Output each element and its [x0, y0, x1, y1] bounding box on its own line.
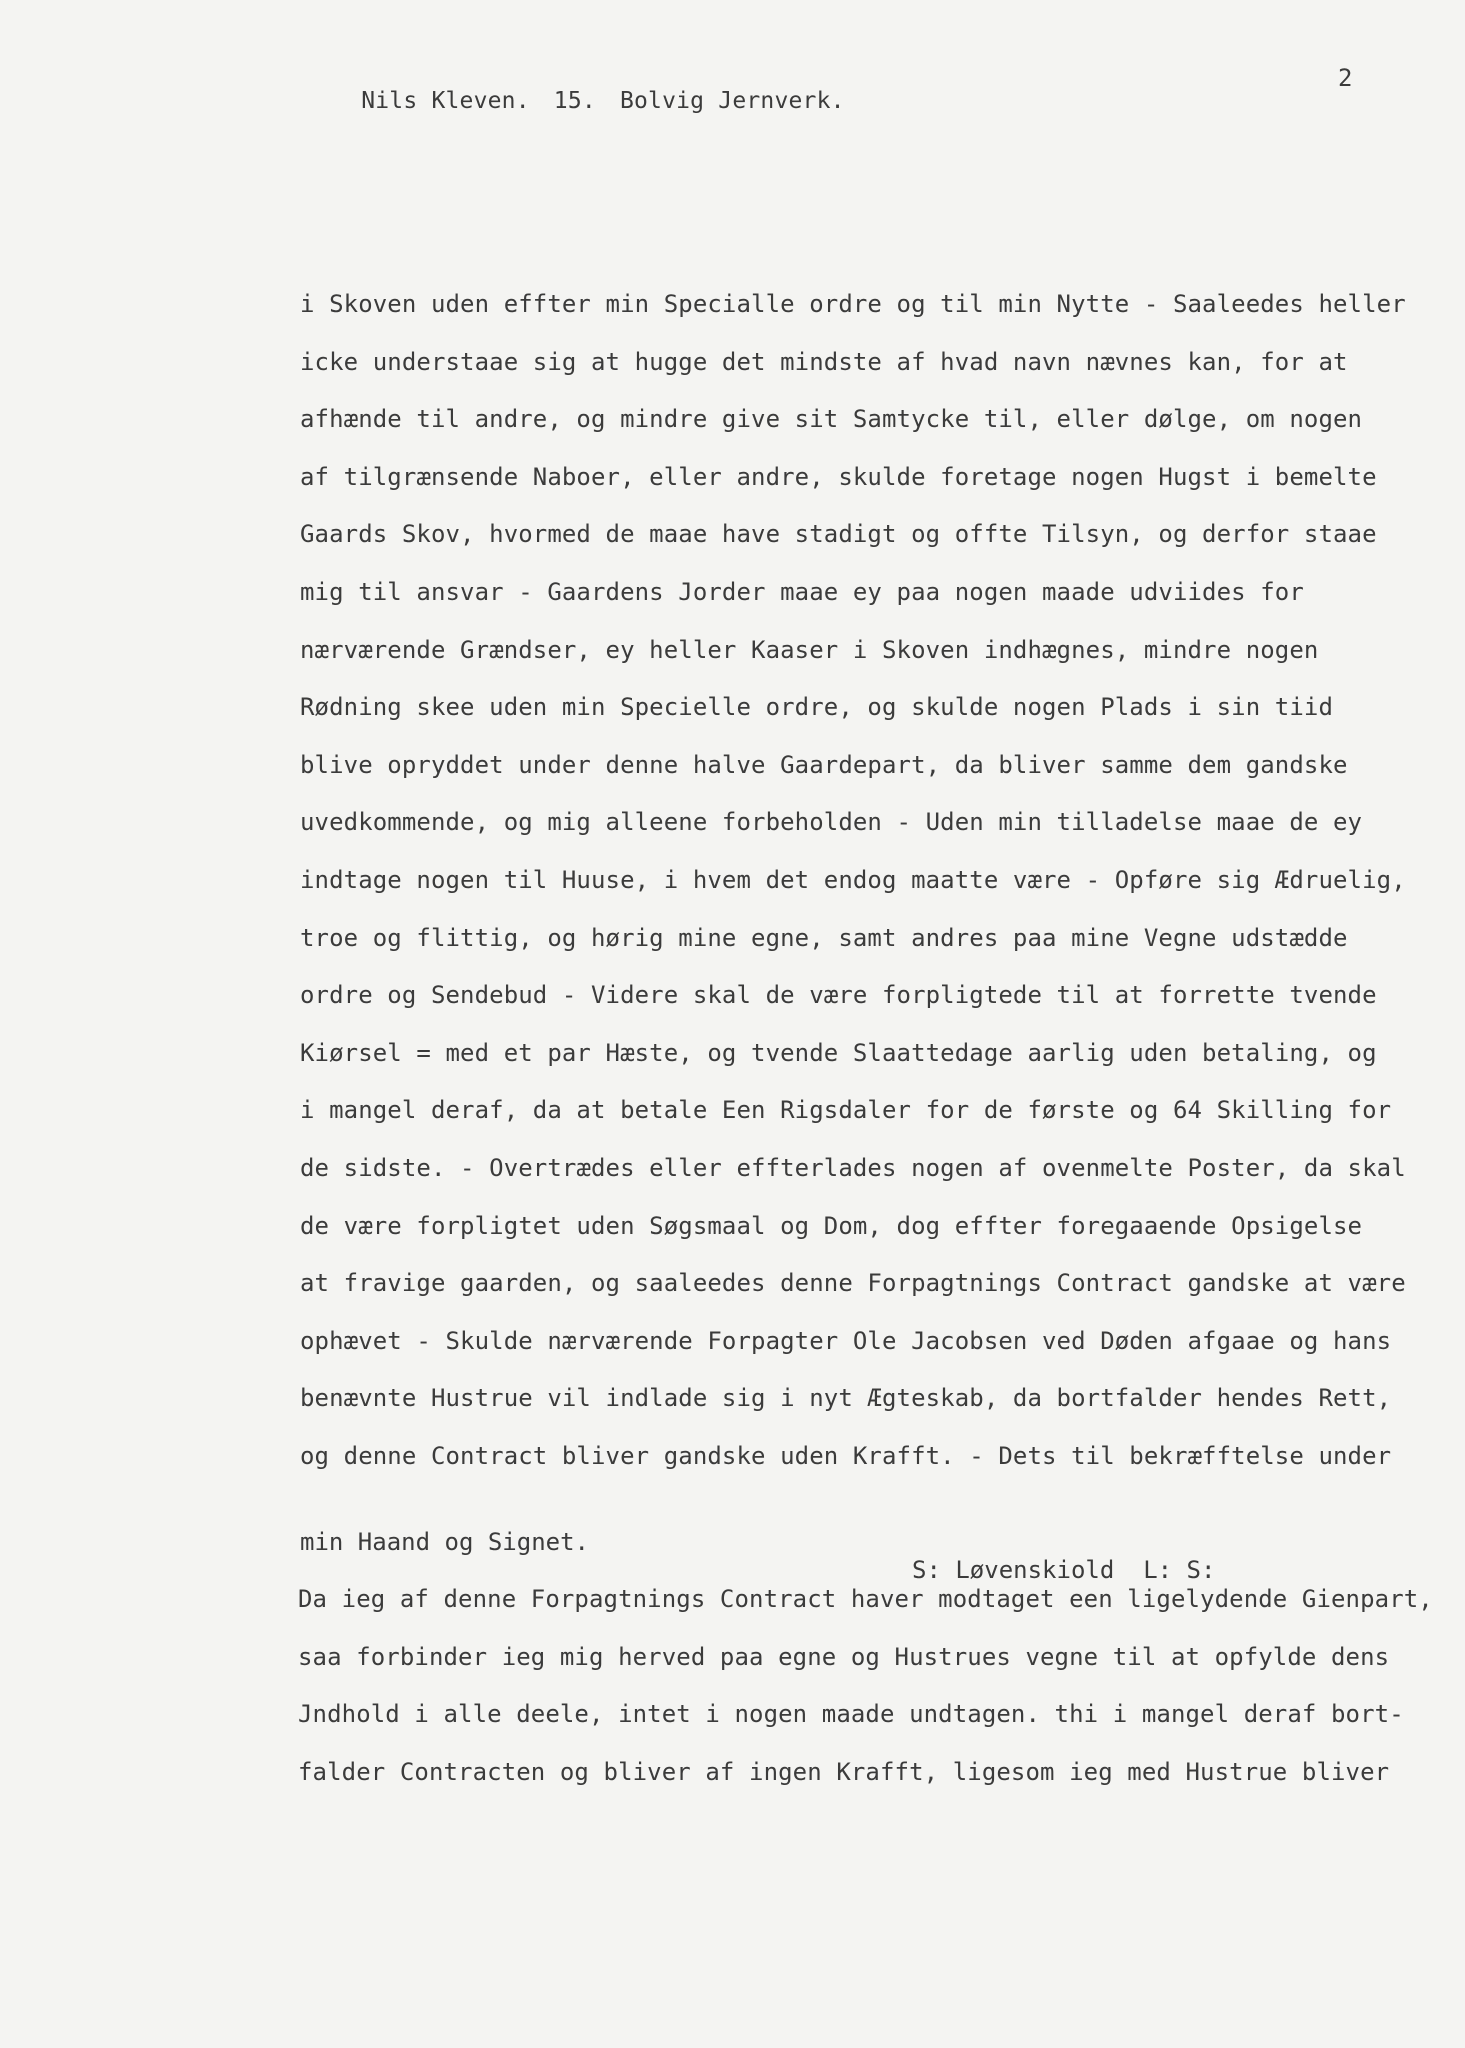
body-line: i mangel deraf, da at betale Een Rigsdaler for de første og 64 Skilling for: [300, 1096, 1392, 1125]
body-line: ophævet - Skulde nærværende Forpagter Ole Jacobsen ved Døden afgaae og hans: [300, 1326, 1392, 1355]
body-line: nærværende Grændser, ey heller Kaaser i Skoven indhægnes, mindre nogen: [300, 635, 1319, 664]
body-line: indtage nogen til Huuse, i hvem det endog maatte være - Opføre sig Ædruelig,: [300, 866, 1406, 894]
body-line: blive opryddet under denne halve Gaardepart, da bliver samme dem gandske: [300, 750, 1348, 779]
body-line: Kiørsel = med et par Hæste, og tvende Slaattedage aarlig uden betaling, og: [300, 1038, 1377, 1067]
header-number: 15.: [553, 88, 596, 114]
body-line: icke understaae sig at hugge det mindste af hvad navn nævnes kan, for at: [300, 347, 1348, 376]
body-line: uvedkommende, og mig alleene forbeholden - Uden min tilladelse maae de ey: [300, 808, 1363, 837]
body-line: Rødning skee uden min Specielle ordre, og skulde nogen Plads i sin tiid: [300, 693, 1333, 722]
body-line: Jndhold i alle deele, intet i nogen maade undtagen. thi i mangel deraf bort-: [298, 1700, 1404, 1729]
body-line: Gaards Skov, hvormed de maae have stadigt og offte Tilsyn, og derfor staae: [300, 520, 1377, 549]
body-line: afhænde til andre, og mindre give sit Samtycke til, eller dølge, om nogen: [300, 405, 1363, 434]
body-line: ordre og Sendebud - Videre skal de være forpligtede til at forrette tvende: [300, 981, 1377, 1010]
body-line: at fravige gaarden, og saaleedes denne Forpagtnings Contract gandske at være: [300, 1269, 1406, 1298]
body-line: de være forpligtet uden Søgsmaal og Dom, dog effter foregaaende Opsigelse: [300, 1211, 1363, 1240]
body-line: af tilgrænsende Naboer, eller andre, skulde foretage nogen Hugst i bemelte: [300, 462, 1377, 491]
header-place: Bolvig Jernverk.: [619, 88, 845, 114]
body-line: og denne Contract bliver gandske uden Krafft. - Dets til bekræfftelse under: [300, 1442, 1392, 1470]
body-line: falder Contracten og bliver af ingen Krafft, ligesom ieg med Hustrue bliver: [298, 1757, 1390, 1786]
body-line: benævnte Hustrue vil indlade sig i nyt Ægteskab, da bortfalder hendes Rett,: [300, 1384, 1392, 1413]
body-line: Da ieg af denne Forpagtnings Contract haver modtaget een ligelydende Gienpart,: [298, 1585, 1433, 1613]
signature-left: min Haand og Signet.: [300, 1528, 589, 1556]
page-number: 2: [1338, 64, 1353, 92]
signature-right: S: Løvenskiold L: S:: [912, 1556, 1216, 1584]
header-name: Nils Kleven.: [361, 88, 530, 114]
page-header: [305, 62, 845, 140]
body-line: mig til ansvar - Gaardens Jorder maae ey paa nogen maade udviides for: [300, 578, 1304, 606]
body-line: i Skoven uden effter min Specialle ordre og til min Nytte - Saaleedes heller: [300, 290, 1406, 318]
body-line: troe og flittig, og hørig mine egne, samt andres paa mine Vegne udstædde: [300, 923, 1348, 952]
body-line: de sidste. - Overtrædes eller effterlades nogen af ovenmelte Poster, da skal: [300, 1154, 1406, 1182]
body-line: saa forbinder ieg mig herved paa egne og Hustrues vegne til at opfylde dens: [298, 1642, 1390, 1671]
